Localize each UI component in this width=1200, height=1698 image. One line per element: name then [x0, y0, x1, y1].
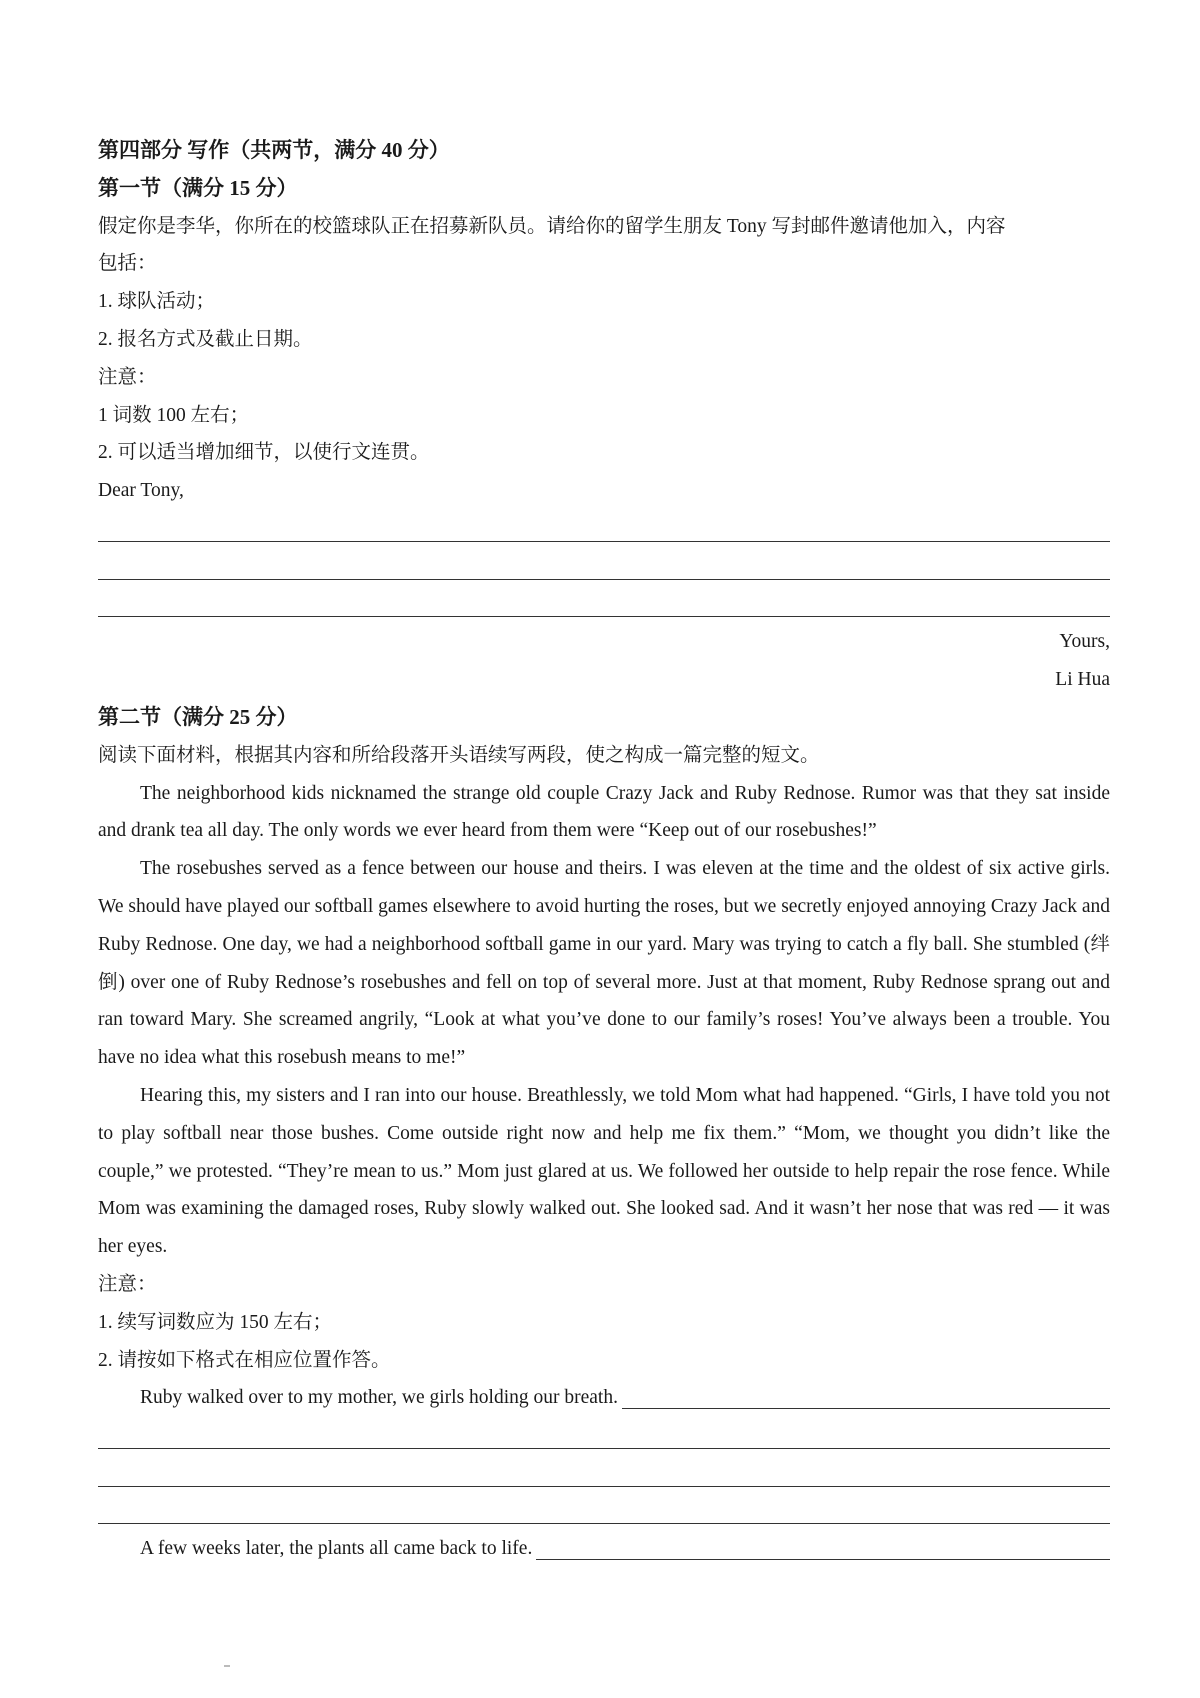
answer-line[interactable]	[98, 1417, 1110, 1455]
continuation-opening-2[interactable]	[98, 1530, 1110, 1568]
section2-notes-label: 注意：	[98, 1273, 157, 1295]
answer-line[interactable]	[98, 548, 1110, 586]
section1-point-1: 1. 球队活动；	[98, 291, 216, 313]
exam-page	[98, 132, 1110, 1568]
section2-instruction: 阅读下面材料，根据其内容和所给段落开头语续写两段，使之构成一篇完整的短文。	[98, 744, 820, 766]
answer-blank[interactable]	[536, 1559, 1110, 1560]
part-title: 第四部分 写作（共两节，满分 40 分）	[98, 138, 450, 162]
story-paragraph-1: The neighborhood kids nicknamed the strange old couple Crazy Jack and Ruby Rednose. Rumor was that they sat inside and drank tea all day. The only words we ever heard from them were “Keep out of our rosebushes!”	[98, 782, 1110, 842]
section1-point-2: 2. 报名方式及截止日期。	[98, 328, 313, 350]
section2-note-1: 1. 续写词数应为 150 左右；	[98, 1311, 333, 1333]
continuation-opening-1[interactable]	[98, 1379, 1110, 1417]
section1-notes-label: 注意：	[98, 366, 157, 388]
story-paragraph-3: Hearing this, my sisters and I ran into our house. Breathlessly, we told Mom what had happened. “Girls, I have told you not to play softball near those bushes. Come outside right now and help me fix them.” “Mom, we thought you didn’t like the couple,” we protested. “They’re mean to us.” Mom just glared at us. We followed her outside to help repair the rose fence. While Mom was examining the damaged roses, Ruby slowly walked out. She looked sad. And it wasn’t her nose that was red — it was her eyes.	[98, 1084, 1110, 1258]
section2-note-2: 2. 请按如下格式在相应位置作答。	[98, 1349, 391, 1371]
section1-prompt-line1: 假定你是李华，你所在的校篮球队正在招募新队员。请给你的留学生朋友 Tony 写封邮件邀请他加入，内容	[98, 215, 1006, 237]
section1-title: 第一节（满分 15 分）	[98, 175, 298, 200]
section1-note-1: 1 词数 100 左右；	[98, 404, 250, 426]
answer-line[interactable]	[98, 1493, 1110, 1531]
signature: Li Hua	[1055, 669, 1110, 691]
closing: Yours,	[1059, 631, 1110, 653]
salutation: Dear Tony,	[98, 480, 184, 502]
answer-blank[interactable]	[622, 1408, 1110, 1409]
answer-line[interactable]	[98, 1455, 1110, 1493]
story-paragraph-2: The rosebushes served as a fence between our house and theirs. I was eleven at the time and the oldest of six active girls. We should have played our softball games elsewhere to avoid hurting the roses, but we secretly enjoyed annoying Crazy Jack and Ruby Rednose. One day, we had a neighborhood softball game in our yard. Mary was trying to catch a fly ball. She stumbled (绊倒) over one of Ruby Rednose’s rosebushes and fell on top of several more. Just at that moment, Ruby Rednose sprang out and ran toward Mary. She screamed angrily, “Look at what you’ve done to our family’s roses! You’ve always been a trouble. You have no idea what this rosebush means to me!”	[98, 858, 1110, 1069]
section2-title: 第二节（满分 25 分）	[98, 704, 298, 729]
section1-prompt-line2: 包括：	[98, 253, 157, 275]
answer-line[interactable]	[98, 586, 1110, 624]
section1-note-2: 2. 可以适当增加细节，以使行文连贯。	[98, 442, 430, 464]
page-mark	[224, 1665, 230, 1667]
opening-sentence-1: Ruby walked over to my mother, we girls holding our breath.	[140, 1387, 618, 1409]
opening-sentence-2: A few weeks later, the plants all came back to life.	[140, 1538, 533, 1560]
answer-line[interactable]	[98, 510, 1110, 548]
